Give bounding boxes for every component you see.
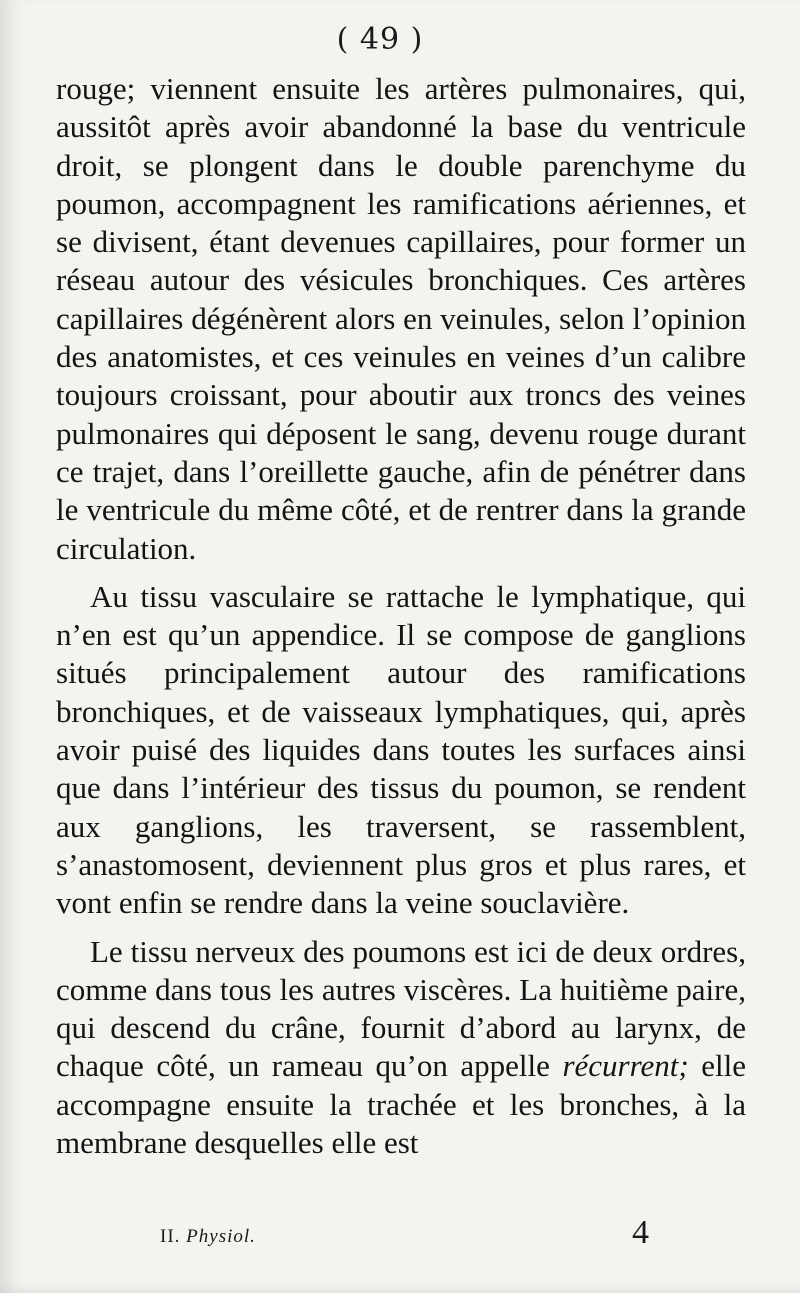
signature-prefix: II.	[160, 1226, 181, 1247]
signature-title: Physiol.	[186, 1226, 256, 1247]
sheet-number: 4	[632, 1214, 649, 1251]
body-text	[56, 70, 746, 1162]
paragraph-lymphatic-tissue: Au tissu vasculaire se rattache le lymphatique, qui n’en est qu’un appendice. Il se compose de ganglions situés principalement autour des ramifications bronchiques, et de vaisseaux lymphatiques, qui, après avoir puisé des liquides dans toutes les surfaces ainsi que dans l’intérieur des tissus du poumon, se rendent aux ganglions, les traversent, se rassemblent, s’anastomosent, deviennent plus gros et plus rares, et vont enfin se rendre dans la veine souclavière.	[56, 578, 746, 921]
page-number: ( 49 )	[336, 22, 424, 57]
paragraph-nervous-tissue-end: elle accompagne ensuite la trachée et les bronches, à la membrane desquelles elle est	[56, 1048, 747, 1161]
paragraph-nervous-tissue-start: Le tissu nerveux des poumons est ici de deux ordres, comme dans tous les autres viscères. La huitième paire, qui descend du crâne, fournit d’abord au larynx, de chaque côté, un rameau qu’on appelle	[56, 933, 746, 1084]
paragraph-pulmonary-arteries: rouge; viennent ensuite les artères pulmonaires, qui, aussitôt après avoir abandonné la base du ventricule droit, se plongent dans le double parenchyme du poumon, accompagnent les ramifications aériennes, et se divisent, étant devenues capillaires, pour former un réseau autour des vésicules bronchiques. Ces artères capillaires dégénèrent alors en veinules, selon l’opinion des anatomistes, et ces veinules en veines d’un calibre toujours croissant, pour aboutir aux troncs des veines pulmonaires qui déposent le sang, devenu rouge durant ce trajet, dans l’oreillette gauche, afin de pénétrer dans le ventricule du même côté, et de rentrer dans la grande circulation.	[56, 71, 746, 566]
signature-mark	[160, 1226, 256, 1248]
italic-term-recurrent: récurrent;	[562, 1048, 689, 1084]
paragraph-nervous-tissue	[56, 933, 746, 1163]
